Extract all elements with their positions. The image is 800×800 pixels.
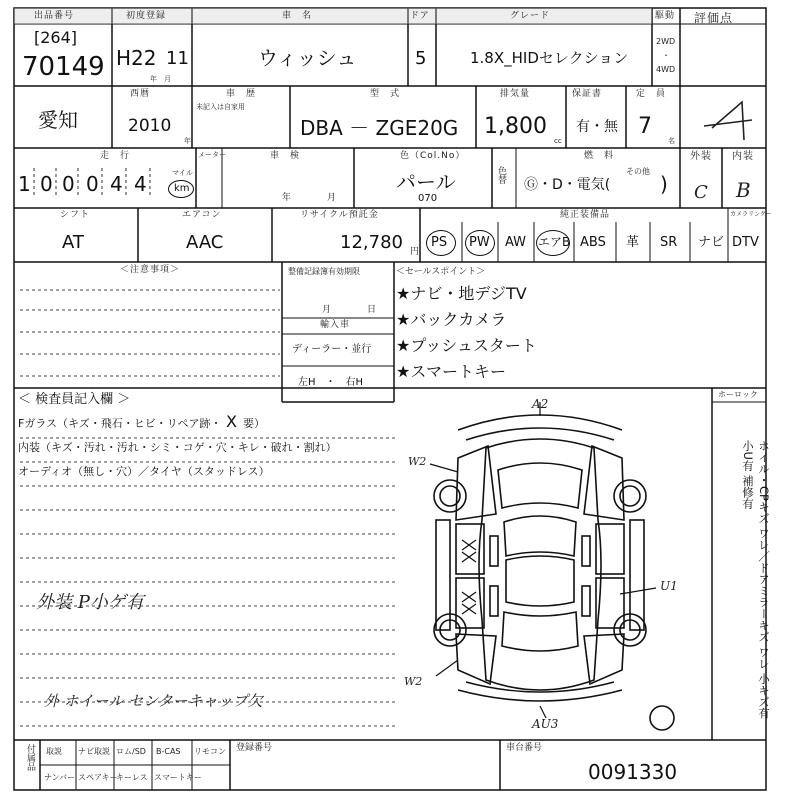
maintenance-label: 整備記録簿有効期限: [288, 267, 360, 276]
import-label: 輸入車: [320, 320, 351, 330]
recycle-unit: 円: [410, 247, 420, 257]
score-label: 評価点: [694, 11, 734, 25]
model-code: DBA － ZGE20G: [300, 116, 459, 140]
audio-line: オーディオ（無し・穴）／タイヤ（スタッドレス）: [18, 465, 270, 478]
caution-label: ＜注意事項＞: [120, 265, 181, 275]
mileage-digit: 4: [110, 172, 123, 196]
map-mark-w2-bottom: W2: [404, 675, 423, 688]
shift-label: シフト: [60, 210, 91, 220]
ac: AAC: [186, 232, 224, 253]
accessory-item: ナンバー: [44, 773, 76, 782]
recycle-label: リサイクル預託金: [300, 210, 379, 220]
grade-label: グレード: [510, 11, 551, 21]
door-label: ドア: [410, 11, 430, 21]
handwritten-note: 外 ホイール センターキャップ欠: [44, 692, 263, 710]
interior-line: 内装（キズ・汚れ・汚れ・シミ・コゲ・穴・キレ・破れ・割れ）: [18, 441, 337, 454]
map-mark-u1: U1: [660, 579, 678, 593]
glass-line: Fガラス（キズ・飛石・ヒビ・リペア跡・: [18, 417, 222, 430]
seats-label: 定 員: [636, 89, 667, 99]
car-name-label: 車 名: [282, 11, 313, 21]
vehicle-history-label: 車 歴: [226, 89, 257, 99]
option-leather: 革: [626, 235, 640, 250]
fuel: Ⓖ・D・電気(: [524, 177, 611, 193]
grade: 1.8X_HIDセレクション: [470, 49, 629, 67]
exterior-label: 外装: [690, 151, 712, 162]
color-change-label: 色替: [498, 167, 508, 186]
accessory-item: ナビ取説: [78, 747, 110, 756]
camera-label: カメラリンクー: [730, 211, 772, 218]
option-aw: AW: [505, 235, 527, 250]
score-handwriting: [704, 102, 752, 140]
mileage-unit-mile: マイル: [172, 169, 193, 177]
interior-grade: B: [736, 178, 751, 202]
chassis-number-label: 車台番号: [506, 743, 543, 753]
region: 愛知: [38, 108, 78, 132]
mileage-digit: 4: [134, 172, 147, 196]
year-unit: 年: [184, 137, 191, 145]
meter-label: メーター: [198, 151, 226, 159]
vehicle-history-note: 未記入は自家用: [196, 103, 245, 111]
mileage-digit: 0: [86, 172, 99, 196]
option-abs: ABS: [580, 235, 606, 250]
seats: 7: [638, 114, 652, 139]
option-dtv: DTV: [732, 235, 759, 250]
option-navi: ナビ: [698, 235, 725, 250]
maintenance-unit: 月 日: [322, 305, 377, 315]
fuel-label: 燃 料: [584, 151, 615, 161]
option-pw: PW: [469, 235, 490, 250]
door-count: 5: [415, 48, 427, 69]
color-label: 色（Col.No）: [400, 151, 466, 161]
map-mark-w2-top: W2: [408, 455, 427, 468]
sales-label: ＜セールスポイント＞: [396, 267, 486, 277]
accessory-item: リモコン: [194, 747, 226, 756]
accessory-item: キーレス: [116, 773, 148, 782]
year-label: 西暦: [130, 89, 151, 99]
accessories-side-label: 付属品: [25, 744, 35, 771]
sales-point: ★プッシュスタート: [396, 336, 537, 355]
registration-month: 11: [166, 48, 189, 69]
car-name: ウィッシュ: [258, 46, 357, 70]
fuel-close-paren: ): [660, 172, 668, 196]
auction-number-label: 出品番号: [34, 11, 75, 21]
right-column-label: ホーロック: [718, 390, 758, 399]
fuel-other: その他: [626, 167, 650, 176]
sales-point: ★バックカメラ: [396, 310, 507, 329]
inspection-label: 車 検: [270, 151, 301, 161]
registration-unit: 年 月: [150, 75, 171, 83]
mileage-unit-km: km: [174, 183, 190, 194]
car-diagram: [430, 402, 674, 730]
accessory-item: 取説: [46, 747, 62, 756]
recycle-fee: 12,780: [340, 232, 403, 253]
displacement-label: 排気量: [500, 89, 531, 99]
accessory-item: B-CAS: [156, 747, 181, 756]
accessory-item: スペアキー: [78, 773, 118, 782]
map-mark-a2: A2: [532, 397, 549, 411]
ac-label: エアコン: [182, 210, 222, 220]
warranty-label: 保証書: [572, 89, 603, 99]
displacement: 1,800: [484, 114, 547, 139]
exterior-grade: C: [694, 182, 708, 203]
chassis-number: 0091330: [588, 760, 678, 784]
option-airbag: エアB: [538, 235, 571, 249]
mileage-label: 走 行: [100, 151, 131, 161]
sales-point: ★スマートキー: [396, 362, 507, 381]
mileage-digit: 0: [40, 172, 53, 196]
glass-mark: X: [226, 412, 237, 431]
drive-4wd: 4WD: [656, 65, 676, 74]
accessory-item: ロム/SD: [116, 747, 146, 756]
seats-unit: 名: [668, 137, 675, 145]
option-sr: SR: [660, 235, 678, 250]
year: 2010: [128, 116, 172, 136]
mileage-digit: 0: [62, 172, 75, 196]
shift: AT: [62, 232, 84, 253]
inspector-title: ＜ 検査員記入欄 ＞: [18, 392, 131, 407]
displacement-unit: cc: [554, 137, 562, 145]
right-column-notes: ホイル・CPキズ ワレ／ドアミラーキズ ワレ 小キズ有 小U有 補修有: [741, 440, 771, 719]
glass-mark-suffix: 要）: [243, 417, 265, 430]
accessory-item: スマートキー: [154, 773, 202, 782]
interior-label: 内装: [732, 151, 754, 162]
steering: 左H ・ 右H: [298, 377, 364, 388]
lot-number: 70149: [22, 52, 105, 82]
drive-2wd: 2WD: [656, 37, 676, 46]
sales-point: ★ナビ・地デジTV: [396, 284, 527, 303]
first-registration-label: 初度登録: [126, 11, 167, 21]
inspection-unit: 年 月: [282, 193, 337, 203]
warranty: 有・無: [576, 119, 618, 135]
dealer: ディーラー・並行: [292, 344, 372, 355]
mileage-digit: 1: [18, 172, 31, 196]
model-label: 型 式: [370, 89, 401, 99]
registration-era: H22: [116, 46, 157, 70]
registration-number-label: 登録番号: [236, 743, 273, 753]
color-number: 070: [418, 193, 438, 204]
lane-number: [264]: [34, 28, 78, 47]
color: パール: [396, 170, 456, 194]
handwritten-note: 外装 P小ゲ有: [36, 592, 144, 613]
option-ps: PS: [431, 235, 448, 250]
drive-separator: ・: [662, 51, 670, 60]
drive-label: 駆動: [655, 11, 676, 21]
map-mark-au3: AU3: [532, 717, 559, 731]
equipment-label: 純正装備品: [560, 210, 611, 220]
